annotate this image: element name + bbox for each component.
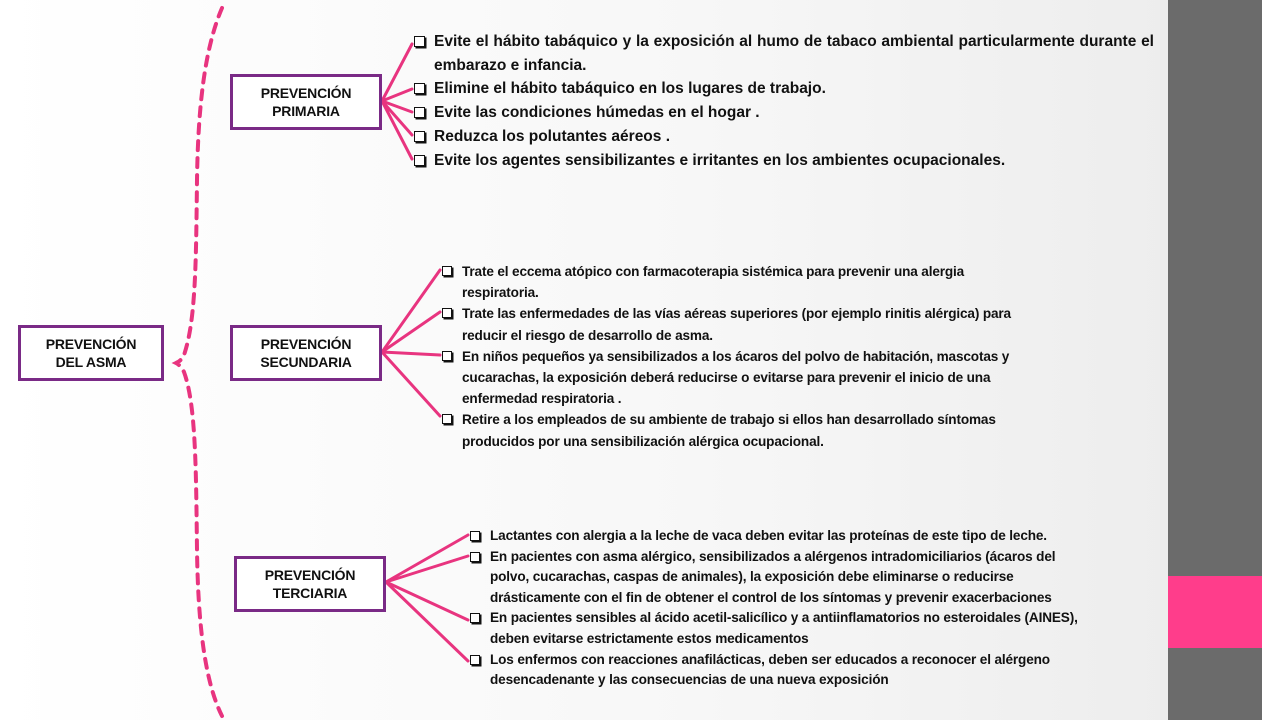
checkbox-bullet-icon: [442, 266, 452, 276]
box-prevencion-terciaria: [234, 556, 386, 612]
list-item: Trate las enfermedades de las vías aéreas superiores (por ejemplo rinitis alérgica) para reducir el riesgo de desarrollo de asma.: [442, 303, 1042, 345]
checkbox-bullet-icon: [442, 414, 452, 424]
secundaria-label-line2: SECUNDARIA: [260, 354, 352, 370]
terciaria-label-line1: PREVENCIÓN: [264, 567, 356, 583]
list-item: Trate el eccema atópico con farmacoterapia sistémica para prevenir una alergia respiratoria.: [442, 261, 1042, 303]
list-item: En niños pequeños ya sensibilizados a los ácaros del polvo de habitación, mascotas y cucarachas, la exposición deberá reducirse o evitarse para prevenir el inicio de una enfermedad respiratoria .: [442, 346, 1042, 410]
list-item: En pacientes con asma alérgico, sensibilizados a alérgenos intradomiciliarios (ácaros del polvo, cucarachas, caspas de animales), la exposición debe eliminarse o reducirse drásticamente con el fin de obtener el control de los síntomas y prevenir exacerbaciones: [470, 547, 1085, 609]
checkbox-bullet-icon: [442, 308, 452, 318]
dashed-brace: [176, 8, 222, 716]
terciaria-label-line2: TERCIARIA: [272, 585, 348, 601]
list-item: En pacientes sensibles al ácido acetil-salicílico y a antiinflamatorios no esteroidales (AINES), deben evitarse estrictamente estos medicamentos: [470, 608, 1085, 649]
side-accent-decoration: [1168, 576, 1262, 648]
list-primaria: [414, 30, 1154, 172]
checkbox-bullet-icon: [470, 531, 480, 541]
checkbox-bullet-icon: [414, 36, 425, 47]
list-item: Lactantes con alergia a la leche de vaca deben evitar las proteínas de este tipo de leche.: [470, 526, 1085, 547]
list-item: Elimine el hábito tabáquico en los lugares de trabajo.: [414, 77, 1154, 101]
checkbox-bullet-icon: [470, 613, 480, 623]
connectors-terciaria: [386, 535, 468, 661]
list-item: Reduzca los polutantes aéreos .: [414, 125, 1154, 149]
checkbox-bullet-icon: [442, 351, 452, 361]
checkbox-bullet-icon: [470, 552, 480, 562]
connectors-primaria: [382, 44, 412, 159]
checkbox-bullet-icon: [414, 155, 425, 166]
list-secundaria: [442, 261, 1042, 452]
list-item: Evite los agentes sensibilizantes e irritantes en los ambientes ocupacionales.: [414, 149, 1154, 173]
list-item: Evite las condiciones húmedas en el hogar .: [414, 101, 1154, 125]
checkbox-bullet-icon: [414, 131, 425, 142]
checkbox-bullet-icon: [414, 107, 425, 118]
primaria-label-line2: PRIMARIA: [272, 103, 340, 119]
box-prevencion-secundaria: [230, 325, 382, 381]
list-terciaria: [470, 526, 1085, 691]
box-prevencion-primaria: [230, 74, 382, 130]
primaria-label-line1: PREVENCIÓN: [260, 85, 352, 101]
checkbox-bullet-icon: [414, 83, 425, 94]
list-item: Los enfermos con reacciones anafilácticas, deben ser educados a reconocer el alérgeno desencadenante y las consecuencias de una nueva exposición: [470, 650, 1085, 691]
secundaria-label-line1: PREVENCIÓN: [260, 336, 352, 352]
root-label-line1: PREVENCIÓN: [45, 336, 137, 352]
list-item: Retire a los empleados de su ambiente de trabajo si ellos han desarrollado síntomas producidos por una sensibilización alérgica ocupacional.: [442, 409, 1042, 451]
checkbox-bullet-icon: [470, 655, 480, 665]
root-box: [18, 325, 164, 381]
list-item: Evite el hábito tabáquico y la exposición al humo de tabaco ambiental particularmente durante el embarazo e infancia.: [414, 30, 1154, 77]
root-label-line2: DEL ASMA: [55, 354, 127, 370]
connectors-secundaria: [382, 270, 440, 416]
